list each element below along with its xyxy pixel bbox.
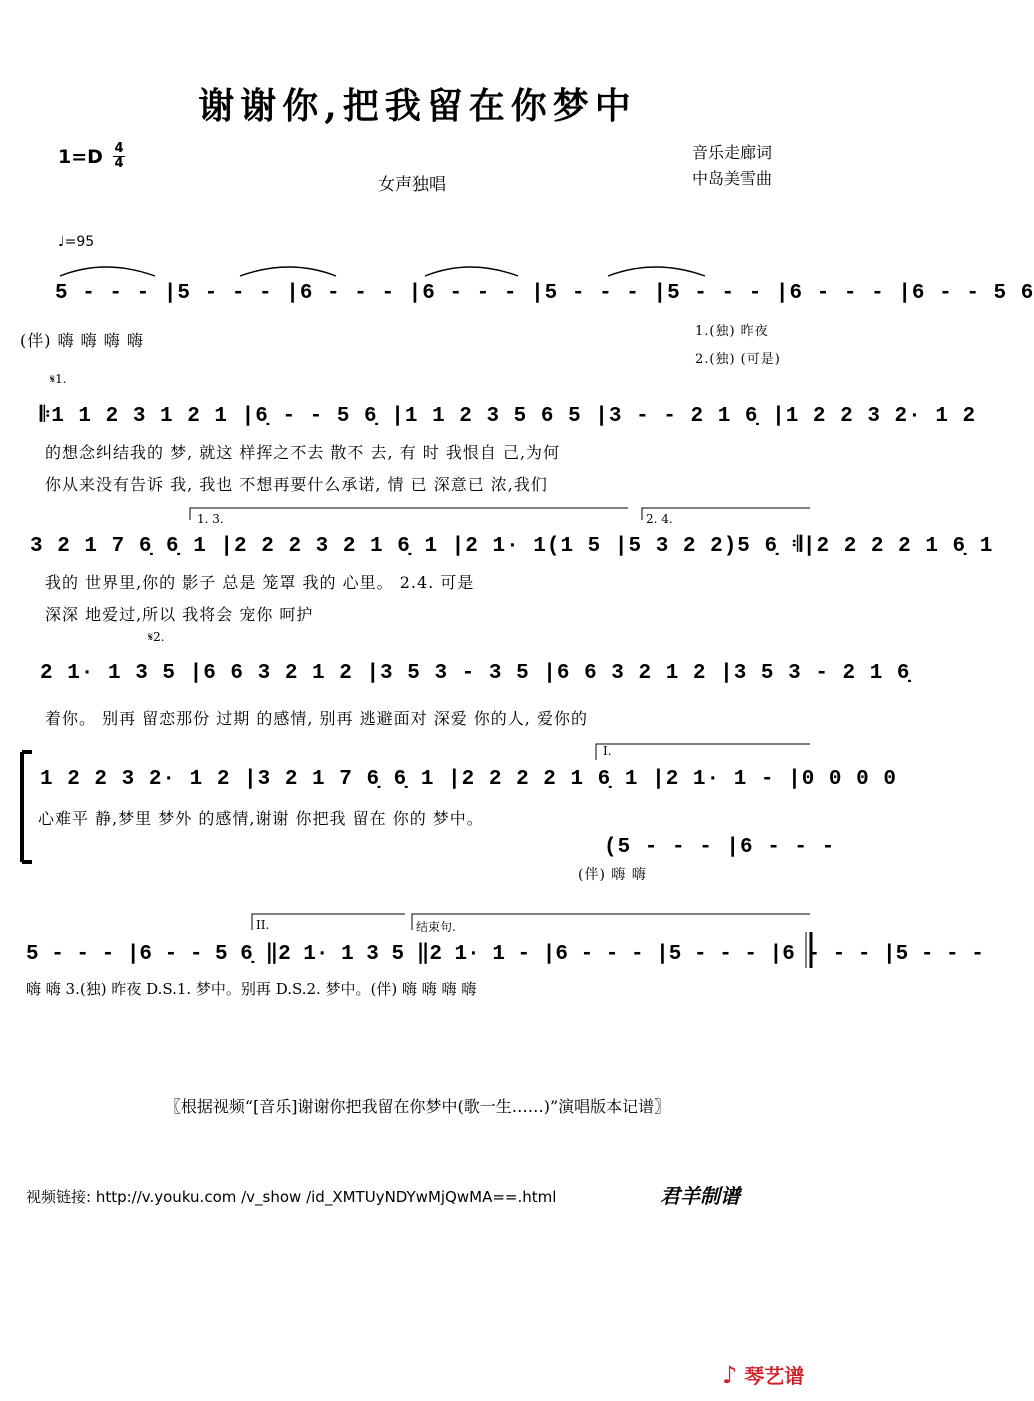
score-row-5-accompaniment-lyrics: (伴) 嗨 嗨 bbox=[578, 867, 647, 883]
score-row-6-lyrics: 嗨 嗨 3.(独) 昨夜 D.S.1. 梦中。别再 D.S.2. 梦中。(伴) 嗨 嗨 嗨 嗨 bbox=[26, 980, 477, 998]
song-title: 谢谢你,把我留在你梦中 bbox=[198, 85, 637, 127]
score-row-2-notes: 𝄆1 1 2 3 1 2 1 |6̣ - - 5 6̣ |1 1 2 3 5 6 5 |3 - - 2 1 6̣ |1 2 2 3 2· 1 2 bbox=[40, 405, 977, 428]
score-row-5-notes: 1 2 2 3 2· 1 2 |3 2 1 7 6̣ 6̣ 1 |2 2 2 2 1 6̣ 1 |2 1· 1 - |0 0 0 0 bbox=[40, 768, 897, 791]
side-lyric-1: 1.(独) 昨夜 bbox=[695, 324, 769, 339]
ending-label: 结束句. bbox=[416, 920, 456, 934]
lyricist: 音乐走廊词 bbox=[692, 143, 773, 162]
video-link[interactable]: 视频链接: http://v.youku.com /v_show /id_XMTUyNDYwMjQwMA==.html bbox=[26, 1188, 557, 1206]
score-row-3-lyrics-verse2: 深深 地爱过,所以 我将会 宠你 呵护 bbox=[45, 605, 314, 624]
composer: 中岛美雪曲 bbox=[692, 169, 773, 188]
volta-1-3: 1. 3. bbox=[197, 512, 224, 526]
side-lyric-2: 2.(独) (可是) bbox=[695, 352, 781, 367]
score-row-3-lyrics-verse1: 我的 世界里,你的 影子 总是 笼罩 我的 心里。 2.4. 可是 bbox=[45, 573, 475, 592]
key-signature: 1=D bbox=[58, 146, 103, 168]
tempo-mark: ♩=95 bbox=[58, 234, 95, 250]
meter-top: 4 bbox=[114, 141, 124, 156]
score-row-2-lyrics-verse1: 的想念纠结我的 梦, 就这 样挥之不去 散不 去, 有 时 我恨自 己,为何 bbox=[45, 443, 561, 462]
segno-1: 𝄋1. bbox=[50, 372, 67, 386]
volta-i: I. bbox=[603, 744, 612, 758]
score-row-5-lyrics: 心难平 静,梦里 梦外 的感情,谢谢 你把我 留在 你的 梦中。 bbox=[38, 809, 484, 828]
segno-2: 𝄋2. bbox=[148, 630, 165, 644]
performance-note: 女声独唱 bbox=[378, 175, 446, 195]
volta-2-4: 2. 4. bbox=[646, 512, 673, 526]
volta-ii: II. bbox=[256, 918, 270, 932]
transcription-note: 〖根据视频“[音乐]谢谢你把我留在你梦中(歌一生……)”演唱版本记谱〗 bbox=[164, 1097, 671, 1116]
score-row-2-lyrics-verse2: 你从来没有告诉 我, 我也 不想再要什么承诺, 情 已 深意已 浓,我们 bbox=[45, 475, 548, 494]
score-row-1-notes: 5 - - - |5 - - - |6 - - - |6 - - - |5 - - - |5 - - - |6 - - - |6 - - 5 6 bbox=[55, 282, 1034, 305]
logo-text: 琴艺谱 bbox=[744, 1364, 805, 1388]
score-row-3-notes: 3 2 1 7 6̣ 6̣ 1 |2 2 2 3 2 1 6̣ 1 |2 1· 1(1 5 |5 3 2 2)5 6̣ 𝄇|2 2 2 2 1 6̣ 1 bbox=[30, 535, 994, 558]
meter-bottom: 4 bbox=[114, 156, 124, 171]
score-row-1-lyrics: (伴) 嗨 嗨 嗨 嗨 bbox=[20, 331, 144, 350]
score-row-6-notes: 5 - - - |6 - - 5 6̣ ‖2 1· 1 3 5 ‖2 1· 1 - |6 - - - |5 - - - |6 - - - |5 - - - bbox=[26, 943, 984, 966]
score-row-5-accompaniment: (5 - - - |6 - - - bbox=[604, 836, 836, 859]
site-logo bbox=[722, 1360, 804, 1389]
score-row-4-notes: 2 1· 1 3 5 |6 6 3 2 1 2 |3 5 3 - 3 5 |6 6 3 2 1 2 |3 5 3 - 2 1 6̣ bbox=[40, 662, 911, 685]
logo-icon: ♪ bbox=[722, 1361, 738, 1389]
score-row-4-lyrics: 着你。 别再 留恋那份 过期 的感情, 别再 逃避面对 深爱 你的人, 爱你的 bbox=[45, 709, 588, 728]
transcriber-signature: 君羊制谱 bbox=[660, 1184, 740, 1208]
